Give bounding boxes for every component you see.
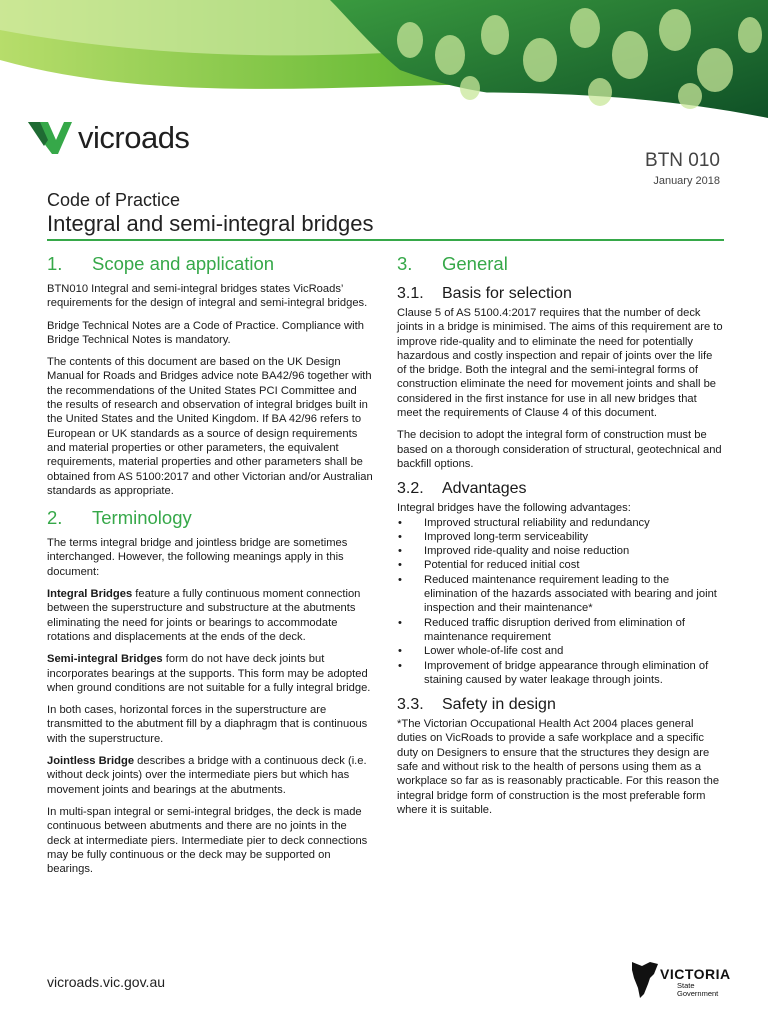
definition-integral-bridges (47, 587, 373, 644)
list-item: • Improved ride-quality and noise reduction (397, 544, 723, 558)
paragraph: Integral bridges have the following advantages: (397, 502, 631, 515)
section-1-heading (47, 252, 373, 276)
subsection-3-2-heading (397, 479, 723, 499)
section-number: 1. (47, 253, 63, 274)
definition-text: form do not have deck joints but incorporates bearings at the supports. This form may be adopted when ground conditions are not suitable for a fully integral bridge. (47, 653, 371, 694)
list-item: • Improved structural reliability and redundancy (397, 516, 723, 530)
victoria-map-icon (630, 954, 660, 1000)
section-number: 2. (47, 507, 63, 529)
definition-semi-integral-bridges (47, 652, 373, 695)
advantages-list (397, 516, 723, 688)
paragraph: In multi-span integral or semi-integral bridges, the deck is made continuous between abutments and there are no joints in the deck at intermediate piers. Intermediate pier to deck connections may be fully continuous or the deck may be supported on bearings. (47, 805, 368, 876)
vicroads-logo (26, 116, 189, 160)
term: Jointless Bridge (47, 755, 135, 768)
footer-url[interactable]: vicroads.vic.gov.au (47, 974, 166, 990)
subsection-number: 3.3. (397, 696, 424, 714)
subsection-title: Advantages (442, 480, 527, 498)
header-banner (0, 0, 768, 125)
section-3-heading (397, 252, 723, 276)
definition-text: describes a bridge with a continuous deck (i.e. without deck joints) over the intermediate piers but which has movement joints and bearings at the abutments. (47, 755, 367, 796)
right-column (397, 252, 723, 825)
doc-date: January 2018 (653, 175, 720, 187)
subsection-number: 3.1. (397, 285, 424, 302)
list-item: • Reduced traffic disruption derived from elimination of maintenance requirement (397, 616, 723, 645)
section-title: Terminology (92, 507, 192, 529)
subsection-3-1-heading (397, 284, 723, 304)
doc-number: BTN 010 (645, 150, 720, 171)
paragraph: In both cases, horizontal forces in the superstructure are transmitted to the abutment fill by a diaphragm that is continuous with the superstructure. (47, 704, 368, 745)
subsection-number: 3.2. (397, 480, 424, 498)
section-number: 3. (397, 253, 413, 274)
vicroads-chevron-icon (26, 118, 74, 158)
section-title: Scope and application (92, 253, 275, 274)
list-item: • Improved long-term serviceability (397, 530, 723, 544)
list-item: • Potential for reduced initial cost (397, 558, 723, 572)
victoria-wordmark: VICTORIA (660, 966, 731, 982)
doc-type: Code of Practice (47, 190, 181, 210)
list-item: • Lower whole-of-life cost and (397, 644, 723, 658)
page-title: Integral and semi-integral bridges (47, 211, 374, 236)
definition-text: feature a fully continuous moment connection between the superstructure and substructure at the abutments eliminating the need for joints or bearings to accommodate rotations and displacements at the ends of the deck. (47, 588, 361, 643)
subsection-title: Safety in design (442, 696, 556, 714)
subsection-title: Basis for selection (442, 285, 572, 302)
paragraph: *The Victorian Occupational Health Act 2004 places general duties on VicRoads to provide a safe workplace and a specific duty on Designers to ensure that the structures they design are safe and without risk to the health of persons using them as a workplace so far as is reasonably practicable. For this reason the integral bridge form of construction is the most preferable form where it is suitable. (397, 718, 720, 816)
label-line: State (677, 981, 695, 990)
logo-text: vicroads (78, 120, 190, 155)
paragraph: The decision to adopt the integral form of construction must be based on a thorough consideration of structural, geotechnical and backfill options. (397, 429, 722, 470)
banner-graphic (0, 0, 768, 125)
section-title: General (442, 253, 508, 274)
term: Semi-integral Bridges (47, 653, 163, 666)
section-2-heading (47, 506, 373, 530)
subsection-3-3-heading (397, 695, 723, 715)
list-item: • Reduced maintenance requirement leading to the elimination of the hazards associated with bearing and joint inspection and their maintenance* (397, 573, 723, 616)
paragraph: Clause 5 of AS 5100.4:2017 requires that the number of deck joints in a bridge is minimised. The aims of this requirement are to improve ride-quality and to eliminate the need for potentially hazardous and costly inspection and repair of joints over the life of the bridge. Both the integral and the semi-integral forms of construction eliminate the need for movement joints and shall be considered in the first instance for use in all new bridges that meet the requirements of Clause 4 of this document. (397, 307, 723, 420)
term: Integral Bridges (47, 588, 133, 601)
paragraph: BTN010 Integral and semi-integral bridges states VicRoads’ requirements for the design of integral and semi-integral bridges. (47, 283, 368, 310)
paragraph: The terms integral bridge and jointless bridge are sometimes interchanged. However, the following meanings apply in this document: (47, 537, 348, 578)
title-divider (47, 239, 724, 241)
definition-jointless-bridge (47, 754, 373, 797)
paragraph: The contents of this document are based on the UK Design Manual for Roads and Bridges advice note BA42/96 together with the recommendations of the United States PCI Committee and the results of research and observation of integral bridges built in the United States and the United Kingdom. If BA 42/96 refers to European or UK standards as a source of design requirements and material properties or other parameters, the equivalent requirements, material properties and other parameters shall be obtained from AS 5100:2017 and other Victorian and/or Australian standards as appropriate. (47, 356, 373, 497)
label-line: Government (677, 989, 719, 998)
left-column (47, 252, 373, 884)
list-item: • Improvement of bridge appearance through elimination of staining caused by water leakage through joints. (397, 659, 723, 688)
paragraph: Bridge Technical Notes are a Code of Practice. Compliance with Bridge Technical Notes is mandatory. (47, 319, 364, 346)
state-government-label (677, 982, 718, 998)
